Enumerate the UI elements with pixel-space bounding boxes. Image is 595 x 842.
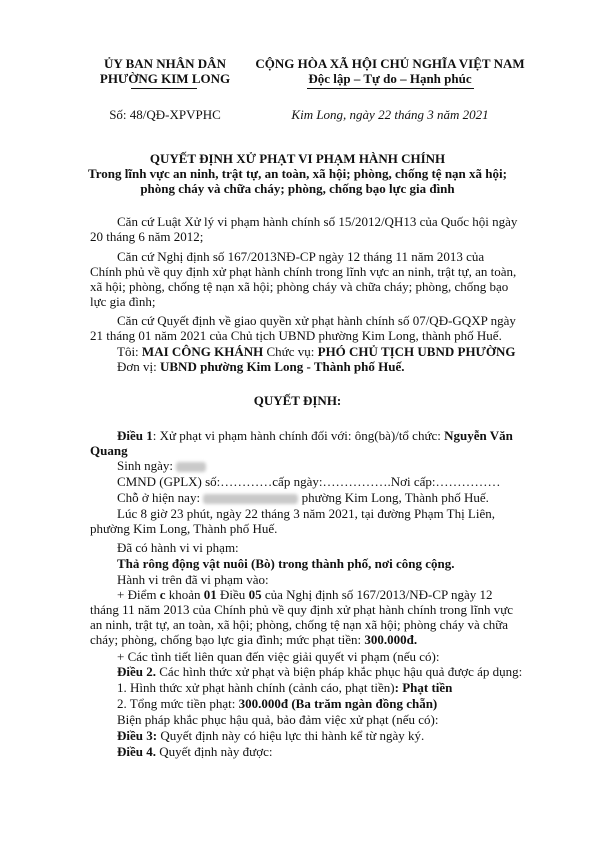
offender-name-part1: Nguyễn Văn [444,428,513,443]
penalty-form-line [117,680,452,695]
signer-name: MAI CÔNG KHÁNH [141,344,264,359]
redacted-dob [176,462,206,472]
total-fine-value: 300.000đ (Ba trăm ngàn đồng chẵn) [238,696,438,711]
violation-description: Thả rông động vật nuôi (Bò) trong thành phố, nơi công cộng. [117,556,455,571]
title-subtitle-line2: phòng cháy và chữa cháy; phòng, chống bạo lực gia đình [140,181,455,196]
basis-law-line2: 20 tháng 6 năm 2012; [90,229,204,244]
clause-line3: an ninh, trật tự, an toàn, xã hội; phòng, chống tệ nạn xã hội; phòng cháy và chữa [90,617,509,632]
dob-label: Sinh ngày: [117,458,173,473]
clause-number: 01 [203,587,217,602]
basis-decree-line2: Chính phủ về quy định xử phạt hành chính trong lĩnh vực an ninh, trật tự, an toàn, [90,264,517,279]
basis-authority-line2: 21 tháng 01 năm 2021 của Chủ tịch UBND phường Kim Long, thành phố Huế. [90,328,502,343]
place-date: Kim Long, ngày 22 tháng 3 năm 2021 [291,107,489,122]
signer-role-label: Chức vụ: [263,344,318,359]
penalty-form-value: : Phạt tiền [394,680,453,695]
article1-label: Điều 1 [117,428,153,443]
article2-line [117,664,522,679]
time-place-line1: Lúc 8 giờ 23 phút, ngày 22 tháng 3 năm 2021, tại đường Phạm Thị Liên, [117,506,496,521]
redacted-address [203,494,298,504]
clause-line4 [90,632,417,647]
article4-label: Điều 4. [117,744,156,759]
basis-law-line1: Căn cứ Luật Xử lý vi phạm hành chính số 15/2012/QH13 của Quốc hội ngày [117,214,518,229]
clause-rest: của Nghị định số 167/2013/NĐ-CP ngày 12 [261,587,493,602]
remedy-line: Biện pháp khắc phục hậu quả, bảo đảm việc xử phạt (nếu có): [117,712,439,727]
nation-motto: Độc lập – Tự do – Hạnh phúc [308,71,472,86]
clause-line4-text: cháy; phòng, chống bạo lực gia đình; mức phạt tiền: [90,632,365,647]
violation-intro: Đã có hành vi vi phạm: [117,540,239,555]
residence-label: Chỗ ở hiện nay: [117,490,201,505]
article4-text: Quyết định này được: [156,744,273,759]
related-circumstances: + Các tình tiết liên quan đến việc giải quyết vi phạm (nếu có): [117,649,440,664]
clause-line1 [117,587,493,602]
time-place-line2: phường Kim Long, Thành phố Huế. [90,521,278,536]
dob-line [117,458,206,473]
signer-unit-label: Đơn vị: [117,359,160,374]
clause-mid1: khoản [165,587,204,602]
basis-decree-line3: xã hội; phòng, chống tệ nạn xã hội; phòng cháy và chữa cháy; phòng, chống bạo [90,279,509,294]
violated-intro: Hành vi trên đã vi phạm vào: [117,572,269,587]
org-name-line1: ỦY BAN NHÂN DÂN [104,56,226,71]
clause-fine-amount: 300.000đ. [364,632,418,647]
org-name-line2: PHƯỜNG KIM LONG [99,71,231,86]
basis-decree-line4: lực gia đình; [90,294,156,309]
residence-line [117,490,489,505]
clause-line2: tháng 11 năm 2013 của Chính phủ về quy định xử phạt hành chính trong lĩnh vực [90,602,514,617]
org-underline [131,88,197,89]
signer-role: PHÓ CHỦ TỊCH UBND PHƯỜNG [317,344,516,359]
clause-prefix: + Điểm [117,587,160,602]
residence-tail: phường Kim Long, Thành phố Huế. [301,490,489,505]
article2-text: Các hình thức xử phạt và biện pháp khắc phục hậu quả được áp dụng: [156,664,523,679]
signer-prefix: Tôi: [117,344,142,359]
signer-unit-line [117,359,405,374]
article1-line1 [117,428,513,443]
total-fine-text: 2. Tổng mức tiền phạt: [117,696,239,711]
clause-mid2: Điều [216,587,249,602]
article1-text: : Xử phạt vi phạm hành chính đối với: ông(bà)/tổ chức: [152,428,445,443]
article2-label: Điều 2. [117,664,156,679]
signer-unit: UBND phường Kim Long - Thành phố Huế. [160,359,405,374]
clause-article: 05 [248,587,262,602]
document-number: Số: 48/QĐ-XPVPHC [109,107,221,122]
motto-underline [307,88,474,89]
article3-label: Điều 3: [117,728,158,743]
offender-name-part2: Quang [90,443,128,458]
article3-line [117,728,424,743]
penalty-form-text: 1. Hình thức xử phạt hành chính (cảnh cáo, phạt tiền) [117,680,395,695]
page-title: QUYẾT ĐỊNH XỬ PHẠT VI PHẠM HÀNH CHÍNH [149,151,446,166]
nation-name: CỘNG HÒA XÃ HỘI CHỦ NGHĨA VIỆT NAM [255,56,525,71]
total-fine-line [117,696,437,711]
clause-point: c [159,587,166,602]
article3-text: Quyết định này có hiệu lực thi hành kể từ ngày ký. [157,728,425,743]
basis-decree-line1: Căn cứ Nghị định số 167/2013NĐ-CP ngày 12 tháng 11 năm 2013 của [117,249,485,264]
basis-authority-line1: Căn cứ Quyết định về giao quyền xử phạt hành chính số 07/QĐ-GQXP ngày [117,313,516,328]
article4-line [117,744,272,759]
title-subtitle-line1: Trong lĩnh vực an ninh, trật tự, an toàn, xã hội; phòng, chống tệ nạn xã hội; [88,166,507,181]
id-line: CMND (GPLX) số:…………cấp ngày:…………….Nơi cấp:…………… [117,474,501,489]
signer-line [117,344,516,359]
decision-heading: QUYẾT ĐỊNH: [253,393,342,408]
